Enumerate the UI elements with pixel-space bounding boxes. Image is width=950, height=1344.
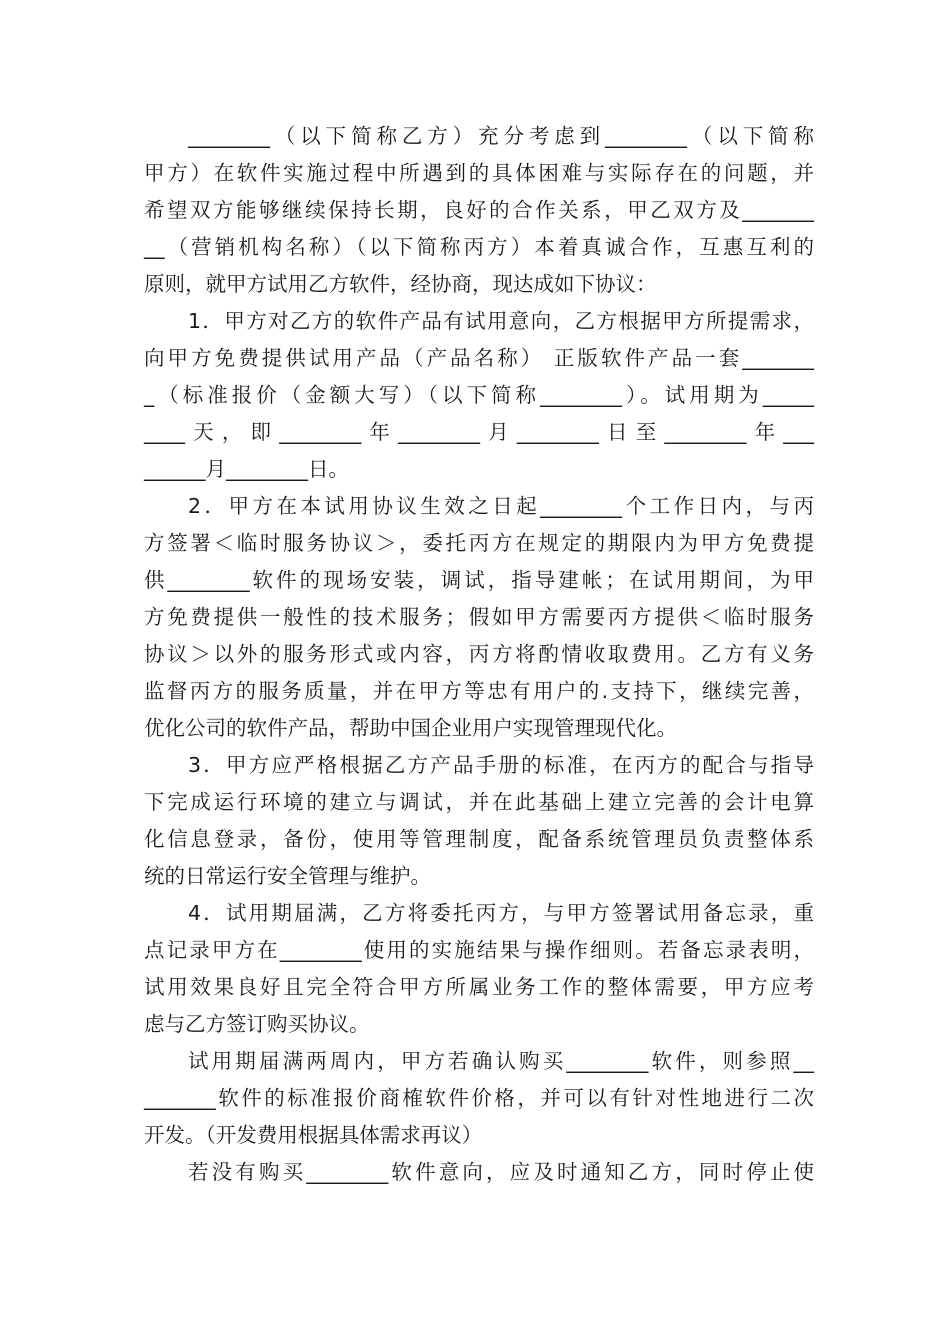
clause-1-line-1: 1．甲方对乙方的软件产品有试用意向，乙方根据甲方所提需求，	[188, 309, 814, 333]
clause-4-line-3: 试用效果良好且完全符合甲方所属业务工作的整体需要，甲方应考	[144, 975, 814, 999]
clause-3-line-4: 统的日常运行安全管理与维护。	[144, 864, 431, 888]
paragraph-intro-line-2: 甲方）在软件实施过程中所遇到的具体困难与实际存在的问题，并	[144, 161, 814, 185]
clause-1-line-4: ____天，即________年________月________日至________年___	[144, 420, 814, 444]
paragraph-intro-line-5: 原则，就甲方试用乙方软件，经协商，现达成如下协议：	[144, 272, 657, 296]
clause-4-line-2: 点记录甲方在________使用的实施结果与操作细则。若备忘录表明，	[144, 938, 814, 962]
paragraph-purchase-line-1: 试用期届满两周内，甲方若确认购买________软件，则参照__	[188, 1049, 814, 1073]
clause-1-line-3: _（标准报价（金额大写）（以下简称________）。试用期为_____	[144, 383, 814, 407]
clause-3-line-3: 化信息登录，备份，使用等管理制度，配备系统管理员负责整体系	[144, 827, 814, 851]
clause-4-line-1: 4．试用期届满，乙方将委托丙方，与甲方签署试用备忘录，重	[188, 901, 814, 925]
paragraph-intro-line-4: __（营销机构名称）（以下简称丙方）本着真诚合作，互惠互利的	[144, 235, 814, 259]
clause-2-line-1: 2．甲方在本试用协议生效之日起________个工作日内，与丙	[188, 494, 814, 518]
clause-2-line-4: 方免费提供一般性的技术服务；假如甲方需要丙方提供＜临时服务	[144, 605, 814, 629]
clause-1-line-2: 向甲方免费提供试用产品（产品名称） 正版软件产品一套_______	[144, 346, 814, 370]
paragraph-intro-line-1: ________（以下简称乙方）充分考虑到________（以下简称	[188, 124, 814, 148]
clause-1-line-5: ______月________日。	[144, 457, 349, 481]
paragraph-no-purchase-line-1: 若没有购买________软件意向，应及时通知乙方，同时停止使	[188, 1160, 814, 1184]
clause-2-line-7: 优化公司的软件产品，帮助中国企业用户实现管理现代化。	[144, 716, 677, 740]
clause-2-line-6: 监督丙方的服务质量，并在甲方等忠有用户的.支持下，继续完善，	[144, 679, 814, 703]
clause-4-line-4: 虑与乙方签订购买协议。	[144, 1012, 370, 1036]
clause-2-line-3: 供________软件的现场安装，调试，指导建帐；在试用期间，为甲	[144, 568, 814, 592]
paragraph-intro-line-3: 希望双方能够继续保持长期，良好的合作关系，甲乙双方及_______	[144, 198, 814, 222]
paragraph-purchase-line-2: _______软件的标准报价商榷软件价格，并可以有针对性地进行二次	[144, 1086, 814, 1110]
clause-2-line-2: 方签署＜临时服务协议＞，委托丙方在规定的期限内为甲方免费提	[144, 531, 814, 555]
clause-2-line-5: 协议＞以外的服务形式或内容，丙方将酌情收取费用。乙方有义务	[144, 642, 814, 666]
clause-3-line-2: 下完成运行环境的建立与调试，并在此基础上建立完善的会计电算	[144, 790, 814, 814]
paragraph-purchase-line-3: 开发。（开发费用根据具体需求再议）	[144, 1123, 483, 1147]
clause-3-line-1: 3．甲方应严格根据乙方产品手册的标准，在丙方的配合与指导	[188, 753, 814, 777]
